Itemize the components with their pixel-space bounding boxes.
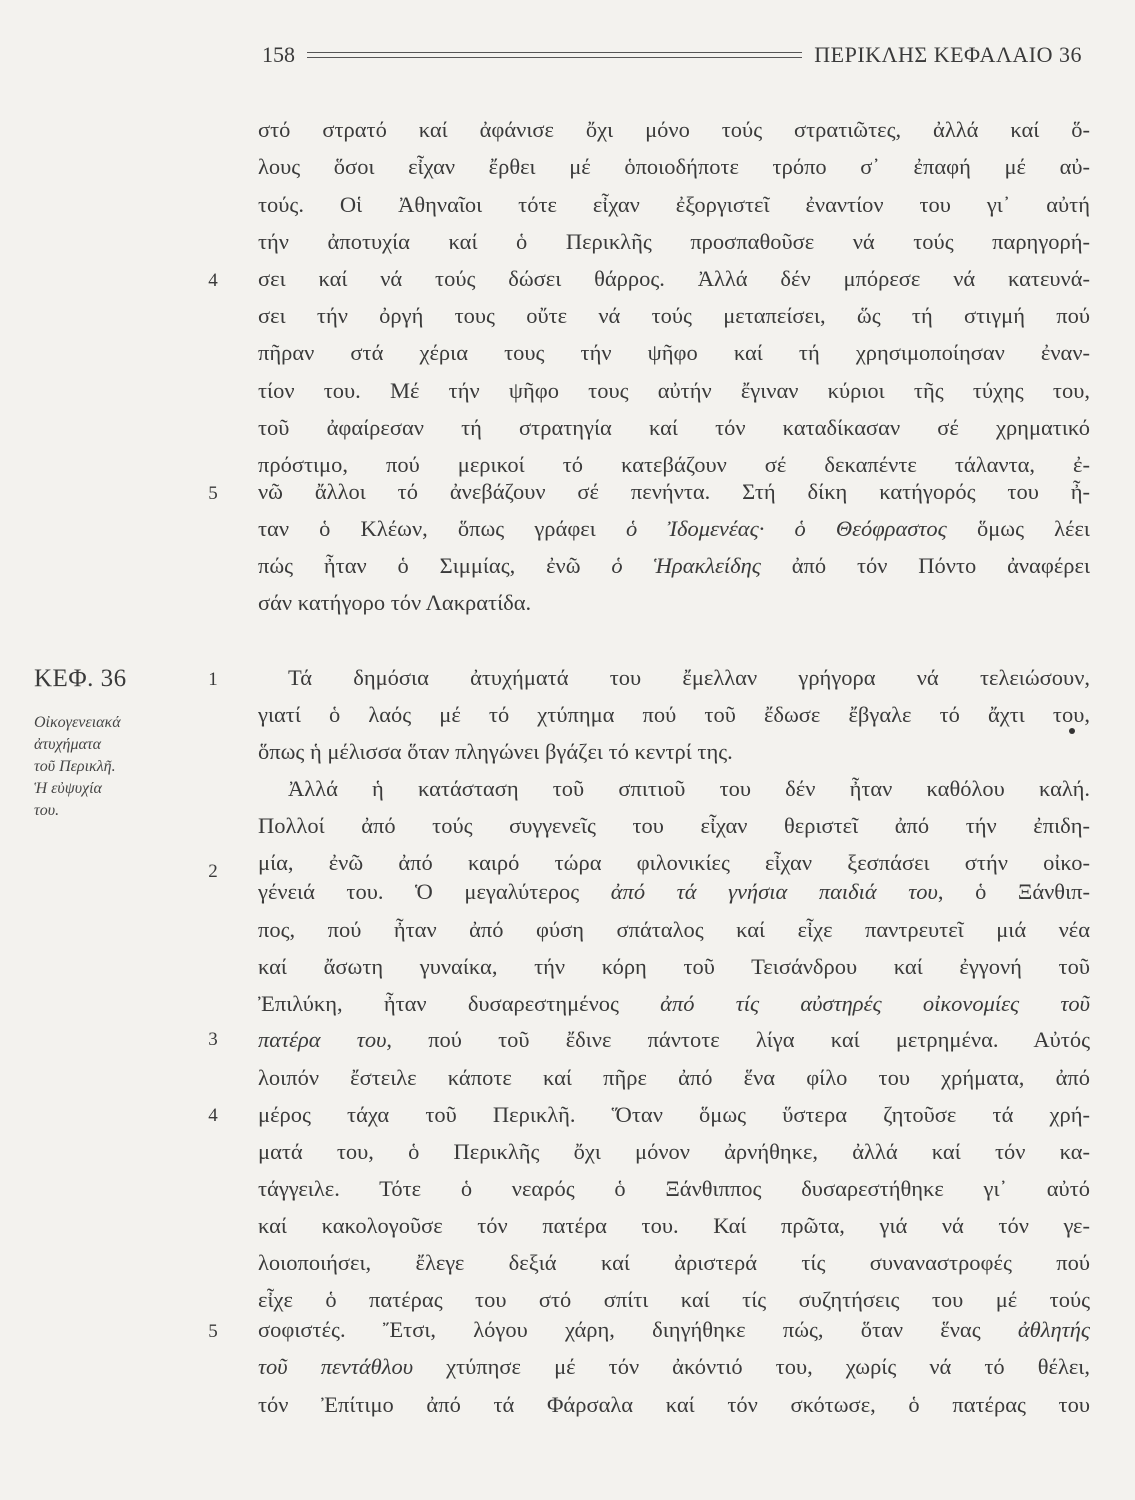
text-line: μία, ἐνῶ ἀπό καιρό τώρα φιλονικίες εἶχαν ξεσπάσει στήν οἰκο- xyxy=(258,850,1090,875)
paragraph-number: 1 xyxy=(208,669,218,690)
text-line xyxy=(258,548,1090,584)
text-line: τούς. Οἱ Ἀθηναῖοι τότε εἶχαν ἐξοργιστεῖ ἐναντίον του γι᾽ αὐτή xyxy=(258,192,1090,217)
page-number: 158 xyxy=(262,42,295,67)
text-line: λους ὅσοι εἶχαν ἔρθει μέ ὁποιοδήποτε τρόπο σ᾽ ἐπαφή μέ αὐ- xyxy=(258,154,1090,179)
paragraph-number: 5 xyxy=(208,1321,218,1342)
italic-reference: ὁ Ἰδομενέας· ὁ Θεόφραστος xyxy=(625,516,947,541)
text-line: λοιοποιήσει, ἔλεγε δεξιά καί ἀριστερά τίς συναναστροφές πού xyxy=(258,1250,1090,1275)
text-line: σάν κατήγορο τόν Λακρατίδα. xyxy=(258,590,532,615)
paragraph-number: 4 xyxy=(208,270,218,291)
text-line xyxy=(258,874,1090,910)
text-line xyxy=(258,986,1090,1022)
text-line: τάγγειλε. Τότε ὁ νεαρός ὁ Ξάνθιππος δυσαρεστήθηκε γι᾽ αὐτό xyxy=(258,1176,1090,1201)
side-note-line: Ἡ εὐψυχία xyxy=(34,780,102,797)
paragraph-number: 2 xyxy=(208,861,218,882)
text-run: ὅμως λέει xyxy=(946,516,1090,541)
text-line: τοῦ ἀφαίρεσαν τή στρατηγία καί τόν καταδίκασαν σέ χρηματικό xyxy=(258,415,1090,440)
text-line: μέρος τάχα τοῦ Περικλῆ. Ὅταν ὅμως ὕστερα ζητοῦσε τά χρή- xyxy=(258,1102,1090,1127)
text-line: καί ἄσωτη γυναίκα, τήν κόρη τοῦ Τεισάνδρου καί ἐγγονή τοῦ xyxy=(258,954,1090,979)
text-line: Τά δημόσια ἀτυχήματά του ἔμελλαν γρήγορα νά τελειώσουν, xyxy=(288,665,1090,690)
text-line: γιατί ὁ λαός μέ τό χτύπημα πού τοῦ ἔδωσε ἔβγαλε τό ἄχτι του, xyxy=(258,702,1090,727)
text-line xyxy=(258,1022,1090,1058)
text-run: ταν ὁ Κλέων, ὅπως γράφει xyxy=(258,516,626,541)
text-line: πος, πού ἦταν ἀπό φύση σπάταλος καί εἶχε παντρευτεῖ μιά νέα xyxy=(258,917,1090,942)
text-line: λοιπόν ἔστειλε κάποτε καί πῆρε ἀπό ἕνα φίλο του χρήματα, ἀπό xyxy=(258,1065,1090,1090)
text-line: στό στρατό καί ἀφάνισε ὄχι μόνο τούς στρατιῶτες, ἀλλά καί ὅ- xyxy=(258,117,1090,142)
side-note-line: ἀτυχήματα xyxy=(34,736,101,753)
text-run: σοφιστές. Ἔτσι, λόγου χάρη, διηγήθηκε πώς, ὅταν ἕνας xyxy=(258,1317,1018,1342)
text-line: ὅπως ἡ μέλισσα ὅταν πληγώνει βγάζει τό κεντρί της. xyxy=(258,739,733,764)
text-line: Πολλοί ἀπό τούς συγγενεῖς του εἶχαν θεριστεῖ ἀπό τήν ἐπιδη- xyxy=(258,813,1090,838)
text-line: τήν ἀποτυχία καί ὁ Περικλῆς προσπαθοῦσε νά τούς παρηγορή- xyxy=(258,229,1090,254)
text-run: χτύπησε μέ τόν ἀκόντιό του, χωρίς νά τό θέλει, xyxy=(413,1354,1090,1379)
text-run: γένειά του. Ὁ μεγαλύτερος xyxy=(258,879,611,904)
side-note-line: τοῦ Περικλῆ. xyxy=(34,758,116,775)
text-run: , ὁ Ξάνθιπ- xyxy=(937,879,1090,904)
print-speck xyxy=(1069,728,1075,734)
header-rule xyxy=(307,52,802,58)
text-line: Ἀλλά ἡ κατάσταση τοῦ σπιτιοῦ του δέν ἦταν καθόλου καλή. xyxy=(288,776,1090,801)
paragraph-number: 5 xyxy=(208,483,218,504)
text-line xyxy=(258,1312,1090,1348)
text-run: πώς ἦταν ὁ Σιμμίας, ἐνῶ xyxy=(258,553,612,578)
text-line: καί κακολογοῦσε τόν πατέρα του. Καί πρῶτα, γιά νά τόν γε- xyxy=(258,1213,1090,1238)
text-run: , πού τοῦ ἔδινε πάντοτε λίγα καί μετρημένα. Αὐτός xyxy=(386,1027,1090,1052)
italic-phrase: ἀθλητής xyxy=(1017,1317,1090,1342)
text-line: πῆραν στά χέρια τους τήν ψῆφο καί τή χρησιμοποίησαν ἐναν- xyxy=(258,340,1090,365)
text-line: σει καί νά τούς δώσει θάρρος. Ἀλλά δέν μπόρεσε νά κατευνά- xyxy=(258,266,1090,291)
side-note-line: του. xyxy=(34,802,60,819)
side-note-line: Οἰκογενειακά xyxy=(34,714,121,731)
italic-phrase: ἀπό τίς αὐστηρές οἰκονομίες τοῦ xyxy=(660,991,1090,1016)
text-line xyxy=(258,511,1090,547)
italic-reference: ὁ Ἡρακλείδης xyxy=(611,553,761,578)
text-run: Ἐπιλύκη, ἦταν δυσαρεστημένος xyxy=(258,991,661,1016)
text-line: σει τήν ὀργή τους οὔτε νά τούς μεταπείσει, ὥς τή στιγμή πού xyxy=(258,303,1090,328)
chapter-label: ΚΕΦ. 36 xyxy=(34,665,127,692)
text-line: εἶχε ὁ πατέρας του στό σπίτι καί τίς συζητήσεις του μέ τούς xyxy=(258,1287,1090,1312)
text-line: ματά του, ὁ Περικλῆς ὄχι μόνον ἀρνήθηκε, ἀλλά καί τόν κα- xyxy=(258,1139,1090,1164)
italic-phrase: πατέρα του xyxy=(258,1027,387,1052)
text-line: τίον του. Μέ τήν ψῆφο τους αὐτήν ἔγιναν κύριοι τῆς τύχης του, xyxy=(258,378,1090,403)
text-line: πρόστιμο, πού μερικοί τό κατεβάζουν σέ δεκαπέντε τάλαντα, ἐ- xyxy=(258,452,1090,477)
italic-phrase: τοῦ πεντάθλου xyxy=(258,1354,414,1379)
text-line xyxy=(258,1349,1090,1385)
paragraph-number: 3 xyxy=(208,1029,218,1050)
text-line: νῶ ἄλλοι τό ἀνεβάζουν σέ πενήντα. Στή δίκη κατήγορός του ἦ- xyxy=(258,479,1090,504)
italic-phrase: ἀπό τά γνήσια παιδιά του xyxy=(610,879,938,904)
text-run: ἀπό τόν Πόντο ἀναφέρει xyxy=(760,553,1090,578)
text-line: τόν Ἐπίτιμο ἀπό τά Φάρσαλα καί τόν σκότωσε, ὁ πατέρας του xyxy=(258,1392,1090,1417)
paragraph-number: 4 xyxy=(208,1105,218,1126)
running-head: ΠΕΡΙΚΛΗΣ ΚΕΦΑΛΑΙΟ 36 xyxy=(814,42,1082,67)
page-header xyxy=(262,38,1082,72)
